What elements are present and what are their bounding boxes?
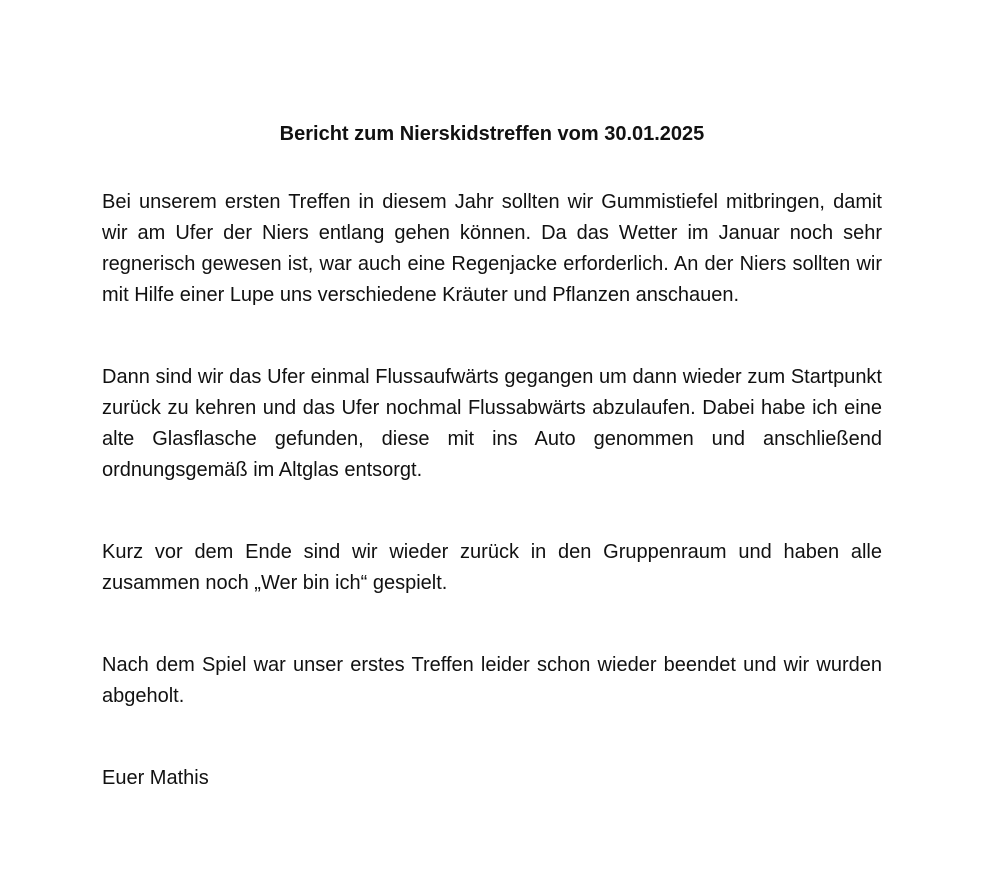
paragraph-2: Dann sind wir das Ufer einmal Flussaufwärts gegangen um dann wieder zum Startpunkt zurück zu kehren und das Ufer nochmal Flussabwärts abzulaufen. Dabei habe ich eine alte Glasflasche gefunden, diese mit ins Auto genommen und anschließend ordnungsgemäß im Altglas entsorgt. [102, 366, 882, 481]
paragraph-4: Nach dem Spiel war unser erstes Treffen leider schon wieder beendet und wir wurden abgeholt. [102, 654, 882, 707]
paragraph-3: Kurz vor dem Ende sind wir wieder zurück in den Gruppenraum und haben alle zusammen noch „Wer bin ich“ gespielt. [102, 541, 882, 594]
document-title: Bericht zum Nierskidstreffen vom 30.01.2025 [279, 123, 705, 145]
signature: Euer Mathis [102, 767, 209, 789]
paragraph-1: Bei unserem ersten Treffen in diesem Jahr sollten wir Gummistiefel mitbringen, damit wir am Ufer der Niers entlang gehen können. Da das Wetter im Januar noch sehr regnerisch gewesen ist, war auch eine Regenjacke erforderlich. An der Niers sollten wir mit Hilfe einer Lupe uns verschiedene Kräuter und Pflanzen anschauen. [102, 191, 882, 306]
